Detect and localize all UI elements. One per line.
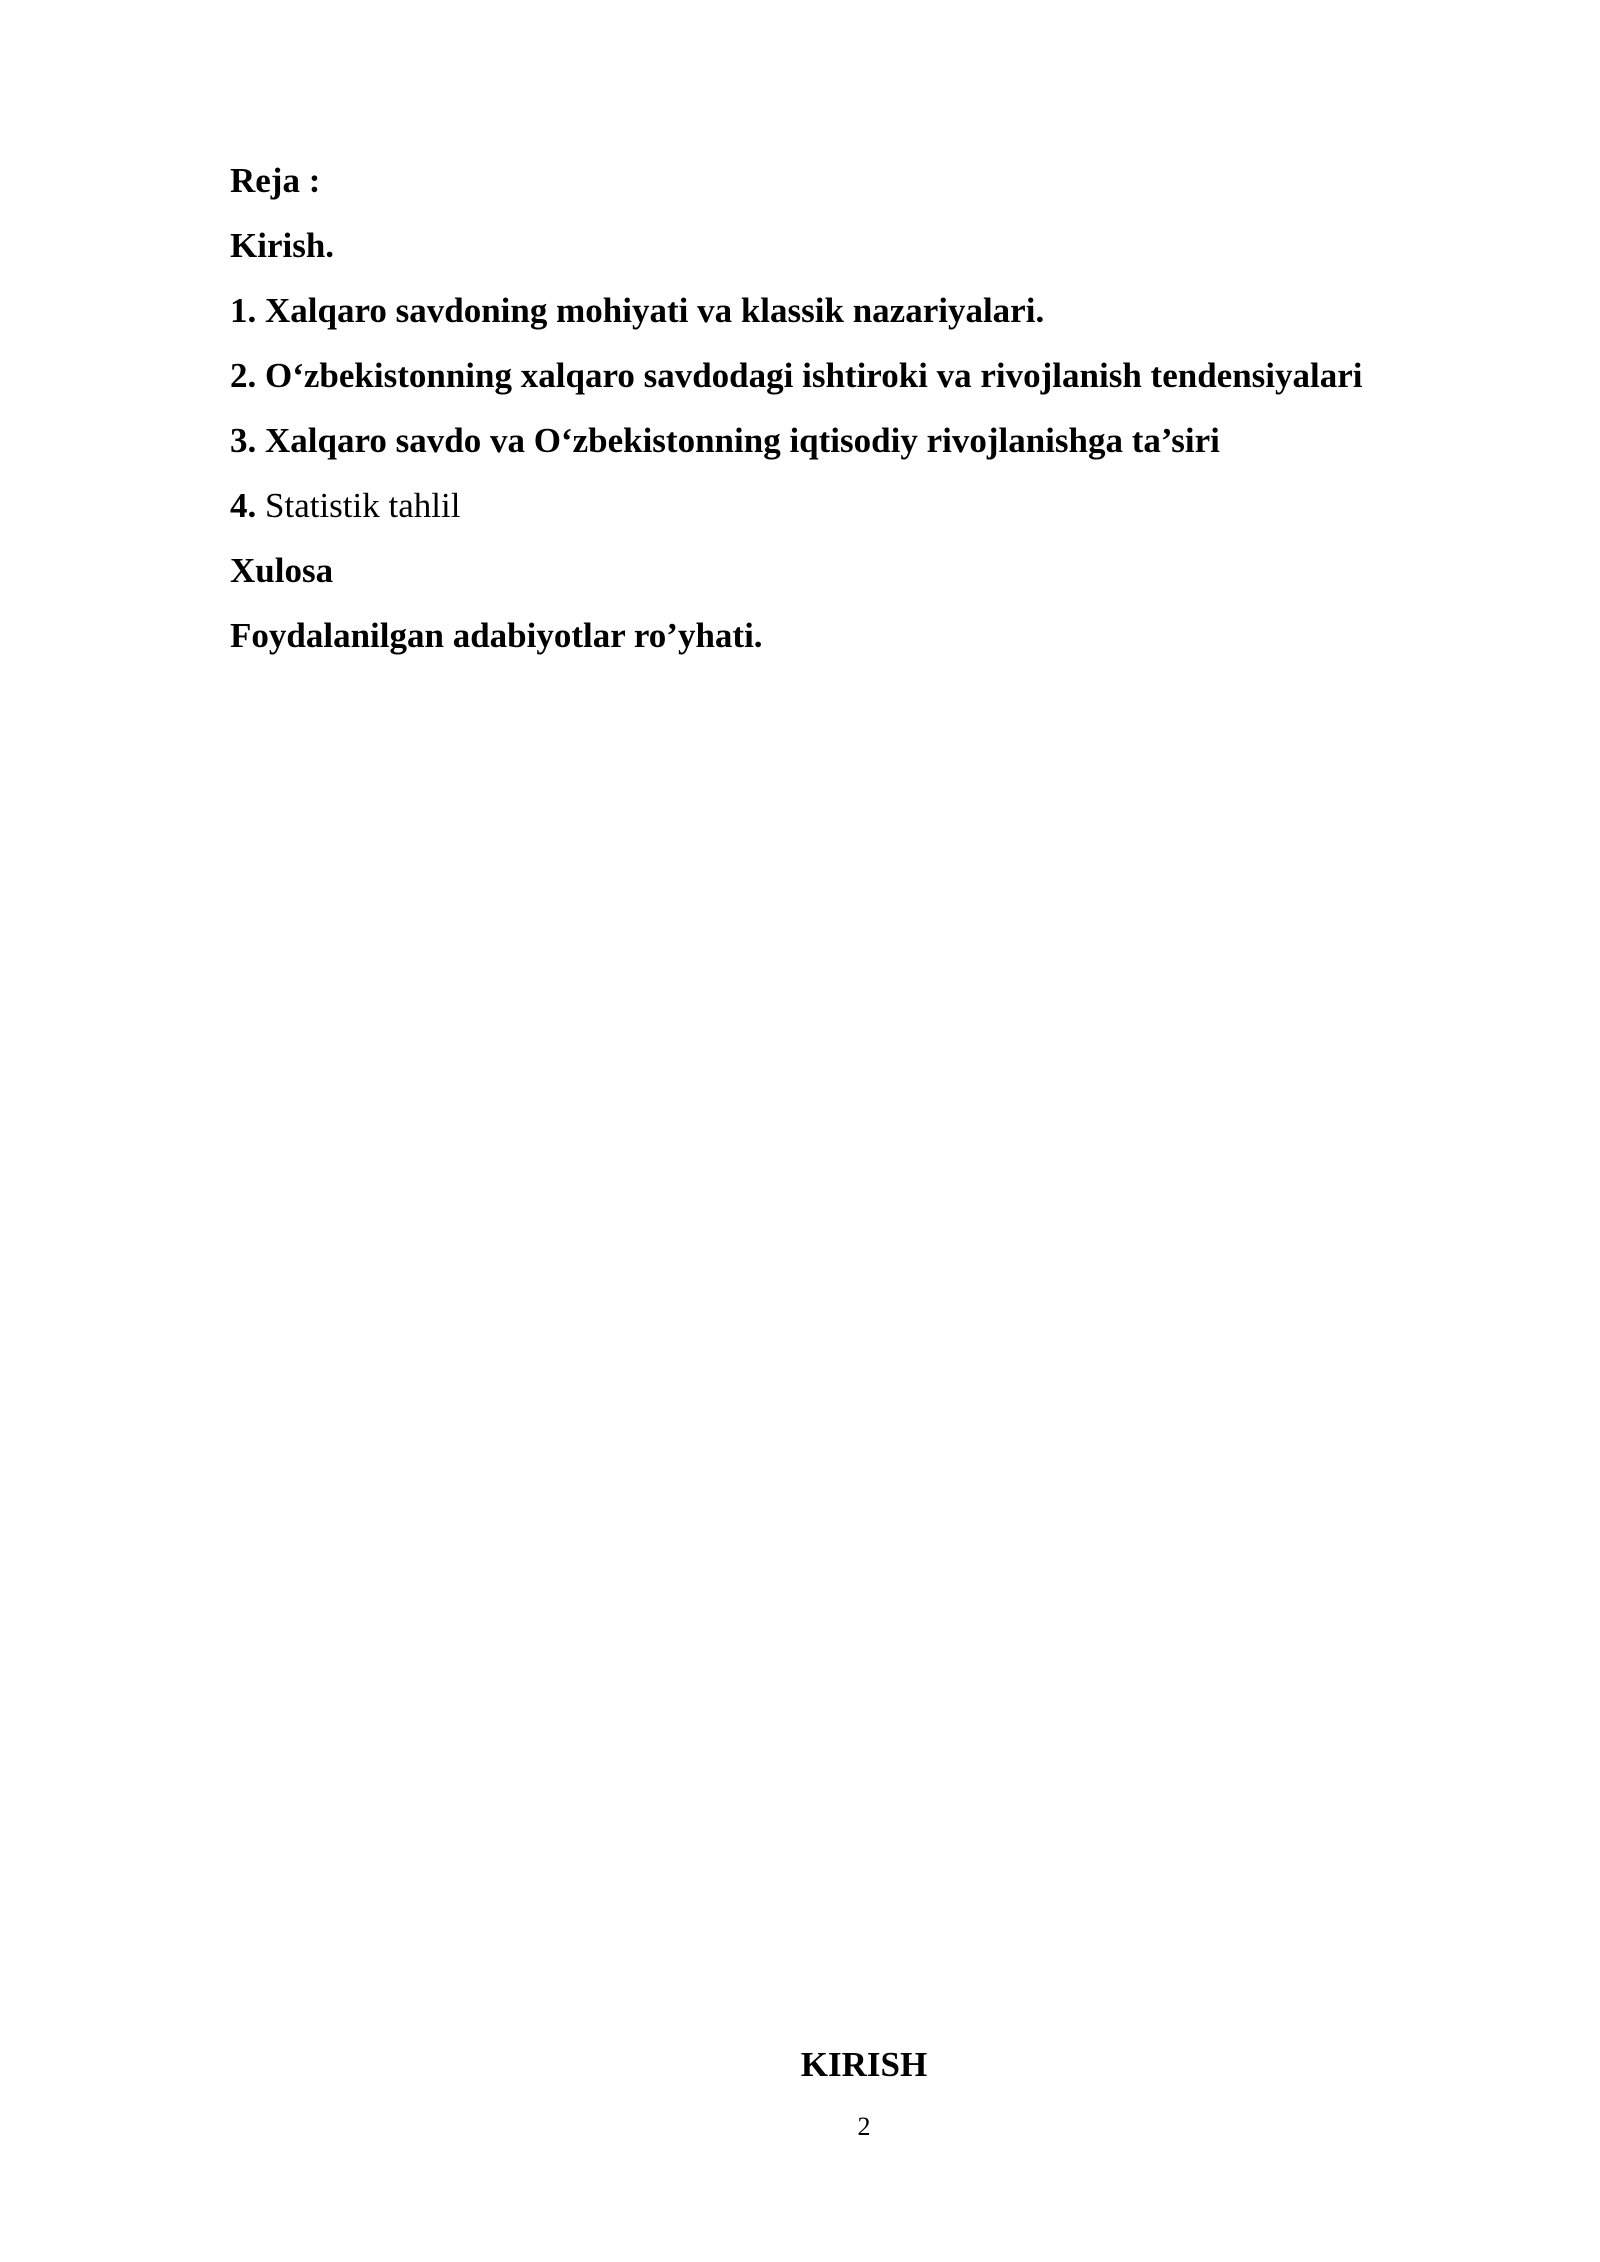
- plan-item-number: 2.: [230, 356, 257, 395]
- plan-item-4: [230, 473, 1510, 538]
- plan-item-text: Xalqaro savdo va O‘zbekistonning iqtisodiy rivojlanishga ta’siri: [256, 421, 1220, 460]
- plan-references: Foydalanilgan adabiyotlar ro’yhati.: [230, 616, 763, 655]
- plan-item-text: Xalqaro savdoning mohiyati va klassik nazariyalari.: [256, 291, 1045, 330]
- plan-item-text: Statistik tahlil: [256, 486, 461, 525]
- plan-title: Reja :: [230, 161, 321, 200]
- plan-outline: [230, 148, 1510, 668]
- plan-item-number: 3.: [230, 421, 257, 460]
- page-number: 2: [857, 2112, 871, 2141]
- plan-item-2: [230, 343, 1510, 408]
- section-heading: KIRISH: [800, 2045, 928, 2084]
- plan-item-text: O‘zbekistonning xalqaro savdodagi ishtiroki va rivojlanish tendensiyalari: [256, 356, 1363, 395]
- plan-conclusion: Xulosa: [230, 551, 334, 590]
- plan-item-number: 4.: [230, 486, 257, 525]
- plan-intro: Kirish.: [230, 226, 335, 265]
- plan-item-number: 1.: [230, 291, 257, 330]
- plan-item-1: [230, 278, 1510, 343]
- plan-item-3: [230, 408, 1510, 473]
